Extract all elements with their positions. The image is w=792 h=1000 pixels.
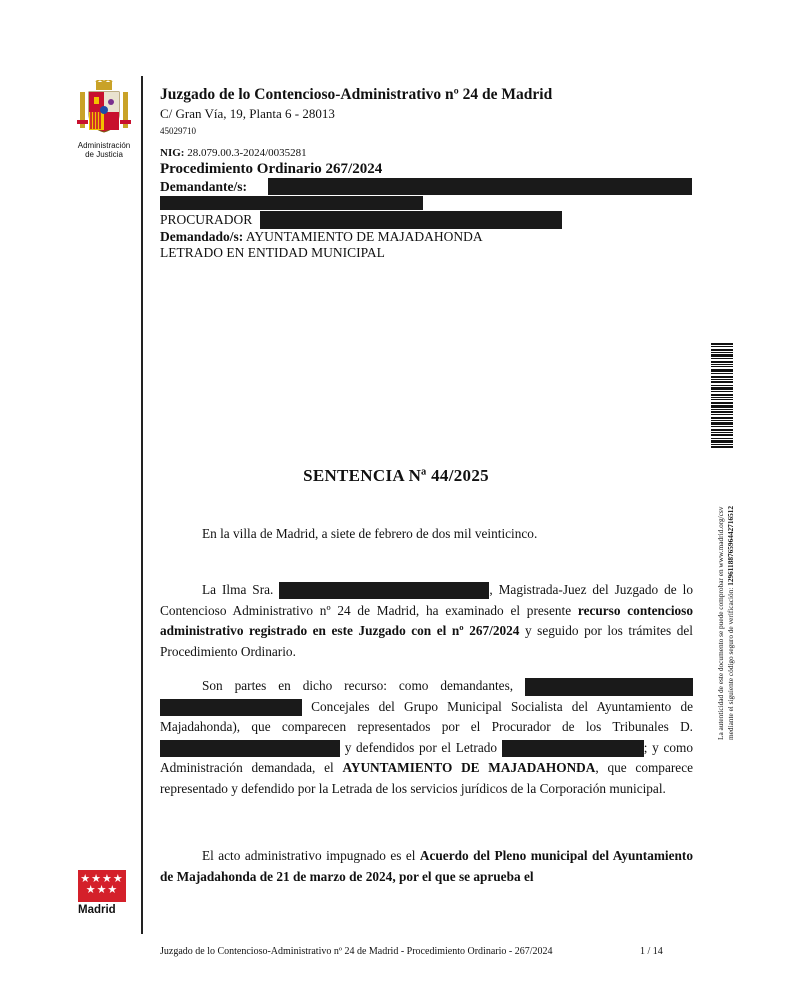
justicia-logo-line1: Administración bbox=[77, 141, 131, 150]
paragraph-2 bbox=[160, 580, 693, 662]
footer-text: Juzgado de lo Contencioso-Administrativo nº 24 de Madrid - Procedimiento Ordinario - 267/2024 bbox=[160, 946, 553, 957]
p3-part-b: Concejales del Grupo Municipal Socialista del Ayuntamiento de Majadahonda), que comparecen representados por el Procurador de los Tribunales D. bbox=[160, 698, 693, 734]
demandante-line bbox=[160, 179, 247, 195]
court-code: 45029710 bbox=[160, 126, 196, 136]
redaction-block bbox=[279, 582, 489, 599]
p4-bold: Acuerdo del Pleno municipal del Ayuntamiento de Majadahonda de 21 de marzo de 2024, por el que se aprueba el bbox=[160, 848, 693, 884]
madrid-logo bbox=[78, 870, 128, 916]
p3-bold: AYUNTAMIENTO DE MAJADAHONDA bbox=[342, 760, 596, 775]
paragraph-4-text bbox=[160, 846, 693, 887]
justicia-logo bbox=[74, 80, 134, 159]
redaction-block bbox=[160, 740, 340, 757]
verification-line2-label: mediante el siguiente código seguro de verificación: bbox=[726, 587, 735, 740]
procurador-line bbox=[160, 212, 252, 228]
p3-part-a: Son partes en dicho recurso: como demandantes, bbox=[202, 678, 514, 693]
coat-of-arms-icon bbox=[74, 80, 134, 136]
paragraph-2-text bbox=[160, 580, 693, 662]
p2-bold: recurso contencioso administrativo registrado en este Juzgado con el nº 267/2024 bbox=[160, 602, 694, 638]
paragraph-3 bbox=[160, 676, 693, 799]
verification-line1: La autenticidad de este documento se puede comprobar en www.madrid.org/csv bbox=[716, 506, 725, 740]
paragraph-1 bbox=[160, 524, 693, 545]
madrid-stars-icon: ★★★★ ★★★ bbox=[78, 870, 126, 902]
madrid-logo-label: Madrid bbox=[78, 904, 116, 916]
p3-part-e: , que comparece representado y defendido por la Letrada de los servicios jurídicos de la Corporación municipal. bbox=[160, 760, 693, 796]
redaction-block bbox=[160, 196, 423, 210]
verification-code: 1296118876596442716512 bbox=[726, 505, 735, 586]
margin-divider bbox=[141, 76, 143, 934]
demandado-label: Demandado/s: bbox=[160, 229, 244, 244]
redaction-block bbox=[160, 699, 302, 716]
verification-line2 bbox=[726, 506, 736, 740]
paragraph-4 bbox=[160, 846, 693, 887]
nig-label: NIG: bbox=[160, 147, 185, 159]
redaction-block bbox=[268, 178, 692, 195]
court-address: C/ Gran Vía, 19, Planta 6 - 28013 bbox=[160, 106, 335, 121]
p4-part-a: El acto administrativo impugnado es el bbox=[202, 848, 416, 863]
p2-part-c: y seguido por los trámites del Procedimiento Ordinario. bbox=[160, 623, 694, 659]
procurador-label: PROCURADOR bbox=[160, 212, 253, 227]
nig-line bbox=[160, 147, 307, 159]
p2-part-a: La Ilma Sra. bbox=[202, 582, 274, 597]
demandado-value: AYUNTAMIENTO DE MAJADAHONDA bbox=[245, 229, 483, 244]
p3-part-c: y defendidos por el Letrado bbox=[344, 739, 498, 755]
paragraph-3-text bbox=[160, 676, 693, 799]
redaction-block bbox=[525, 678, 693, 696]
p3-part-d: ; y como Administración demandada, el bbox=[160, 739, 693, 775]
letrado-line: LETRADO EN ENTIDAD MUNICIPAL bbox=[160, 245, 385, 260]
document-title: SENTENCIA Nª 44/2025 bbox=[303, 466, 489, 485]
page-number: 1 / 14 bbox=[640, 946, 663, 957]
demandante-label: Demandante/s: bbox=[160, 179, 247, 194]
verification-text bbox=[716, 506, 736, 740]
p2-part-b: , Magistrada-Juez del Juzgado de lo Contencioso Administrativo nº 24 de Madrid, ha examinado el presente bbox=[160, 582, 694, 618]
paragraph-1-text: En la villa de Madrid, a siete de febrero de dos mil veinticinco. bbox=[202, 526, 538, 541]
redaction-block bbox=[260, 211, 562, 229]
demandado-line bbox=[160, 229, 483, 245]
procedure-number: Procedimiento Ordinario 267/2024 bbox=[160, 161, 383, 177]
nig-value: 28.079.00.3-2024/0035281 bbox=[187, 147, 307, 159]
justicia-logo-line2: de Justicia bbox=[85, 150, 123, 159]
court-name: Juzgado de lo Contencioso-Administrativo nº 24 de Madrid bbox=[160, 86, 553, 103]
barcode bbox=[711, 343, 733, 448]
redaction-block bbox=[502, 740, 644, 757]
